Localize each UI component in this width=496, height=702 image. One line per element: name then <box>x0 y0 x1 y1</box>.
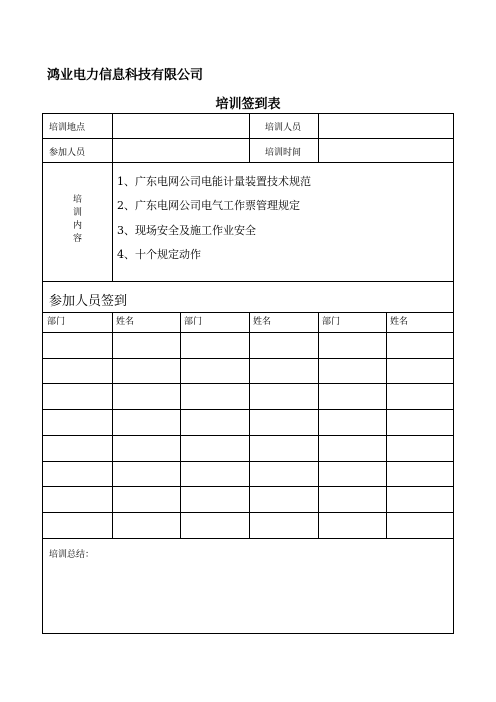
location-label: 培训地点 <box>49 123 86 133</box>
signin-cell[interactable] <box>386 383 455 409</box>
content-item: 2、广东电网公司电气工作票管理规定 <box>117 199 300 213</box>
signin-cell[interactable] <box>43 461 112 487</box>
signin-header: 部门 <box>322 317 341 327</box>
signin-header: 部门 <box>47 317 66 327</box>
signin-header: 姓名 <box>253 317 272 327</box>
signin-cell[interactable] <box>386 409 455 435</box>
signin-cell[interactable] <box>112 383 180 409</box>
signin-cell[interactable] <box>318 512 386 538</box>
signin-cell[interactable] <box>43 435 112 461</box>
signin-section-title: 参加人员签到 <box>49 294 128 309</box>
signin-cell[interactable] <box>43 409 112 435</box>
signin-cell[interactable] <box>318 383 386 409</box>
content-label-char: 容 <box>72 234 82 244</box>
signin-cell[interactable] <box>249 409 318 435</box>
signin-cell[interactable] <box>249 435 318 461</box>
signin-cell[interactable] <box>112 358 180 384</box>
signin-cell[interactable] <box>43 486 112 512</box>
signin-cell[interactable] <box>249 461 318 487</box>
signin-cell[interactable] <box>180 332 249 358</box>
signin-header: 部门 <box>184 317 203 327</box>
signin-cell[interactable] <box>180 383 249 409</box>
trainer-field[interactable] <box>318 114 455 138</box>
signin-cell[interactable] <box>386 486 455 512</box>
signin-cell[interactable] <box>386 461 455 487</box>
signin-cell[interactable] <box>249 332 318 358</box>
summary-label: 培训总结： <box>49 550 95 560</box>
signin-cell[interactable] <box>386 435 455 461</box>
signin-cell[interactable] <box>43 358 112 384</box>
signin-cell[interactable] <box>386 512 455 538</box>
signin-header: 姓名 <box>116 317 135 327</box>
signin-cell[interactable] <box>180 512 249 538</box>
attendee-field[interactable] <box>112 138 279 162</box>
attendee-label: 参加人员 <box>49 148 86 158</box>
trainer-label: 培训人员 <box>265 123 302 133</box>
signin-cell[interactable] <box>249 383 318 409</box>
sign-in-form <box>42 113 454 634</box>
company-name: 鸿业电力信息科技有限公司 <box>47 68 204 83</box>
signin-cell[interactable] <box>180 461 249 487</box>
signin-cell[interactable] <box>318 461 386 487</box>
signin-cell[interactable] <box>318 358 386 384</box>
content-item: 3、现场安全及施工作业安全 <box>117 223 256 237</box>
signin-cell[interactable] <box>318 409 386 435</box>
content-label <box>43 194 112 246</box>
signin-cell[interactable] <box>180 486 249 512</box>
location-field[interactable] <box>112 114 279 138</box>
signin-cell[interactable] <box>43 383 112 409</box>
time-field[interactable] <box>318 138 455 162</box>
signin-cell[interactable] <box>249 486 318 512</box>
time-label: 培训时间 <box>265 148 302 158</box>
signin-cell[interactable] <box>318 435 386 461</box>
content-label-char: 培 <box>72 195 82 205</box>
signin-cell[interactable] <box>112 409 180 435</box>
signin-cell[interactable] <box>112 332 180 358</box>
form-title: 培训签到表 <box>215 97 281 112</box>
signin-cell[interactable] <box>249 358 318 384</box>
summary-field[interactable] <box>43 538 455 635</box>
signin-cell[interactable] <box>112 512 180 538</box>
signin-cell[interactable] <box>43 512 112 538</box>
content-item: 1、广东电网公司电能计量装置技术规范 <box>117 175 311 188</box>
signin-cell[interactable] <box>180 358 249 384</box>
signin-cell[interactable] <box>180 409 249 435</box>
signin-cell[interactable] <box>112 486 180 512</box>
signin-cell[interactable] <box>318 486 386 512</box>
signin-cell[interactable] <box>386 332 455 358</box>
signin-cell[interactable] <box>318 332 386 358</box>
signin-cell[interactable] <box>386 358 455 384</box>
content-list <box>117 170 311 267</box>
content-label-char: 内 <box>72 221 82 231</box>
content-label-char: 训 <box>72 208 82 218</box>
signin-cell[interactable] <box>180 435 249 461</box>
signin-cell[interactable] <box>112 461 180 487</box>
content-item: 4、十个规定动作 <box>117 247 201 261</box>
signin-header: 姓名 <box>390 317 409 327</box>
signin-cell[interactable] <box>249 512 318 538</box>
signin-cell[interactable] <box>43 332 112 358</box>
signin-cell[interactable] <box>112 435 180 461</box>
